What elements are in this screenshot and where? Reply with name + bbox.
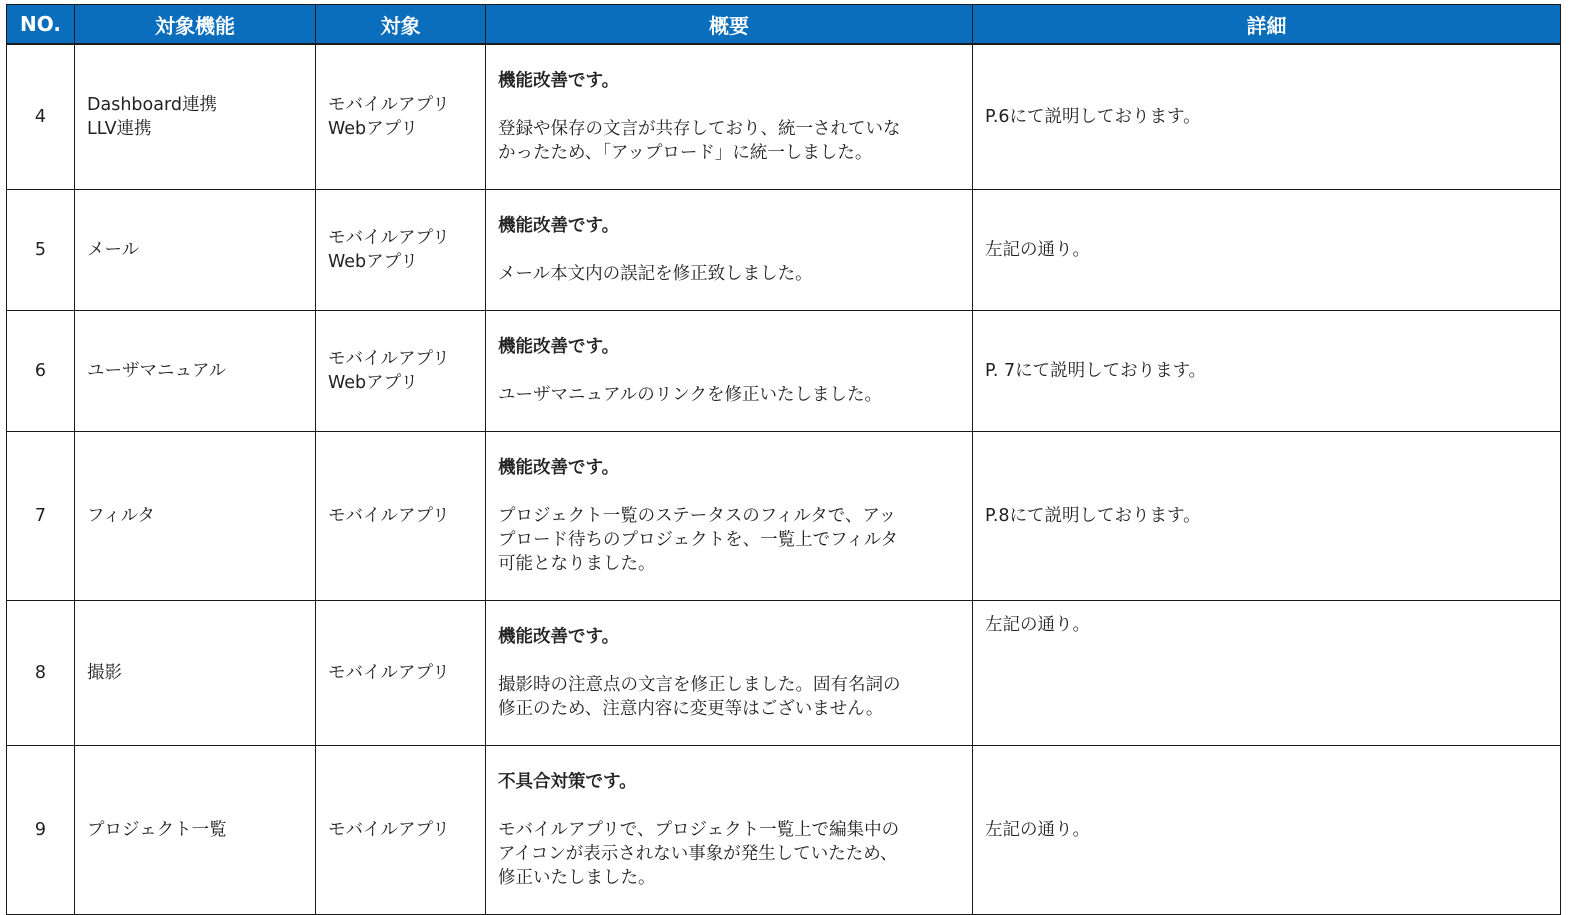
release-notes-table-wrapper [6,4,1561,915]
cell-feature: 撮影 [75,601,316,746]
release-notes-table [6,4,1561,915]
table-row [7,311,1561,432]
summary-text: ユーザマニュアルのリンクを修正いたしました。 [498,385,882,405]
cell-feature: ユーザマニュアル [75,311,316,432]
cell-detail: P.8にて説明しております。 [973,432,1561,601]
cell-detail: P. 7にて説明しております。 [973,311,1561,432]
table-header [7,5,1561,45]
header-target: 対象 [316,5,486,45]
cell-target: モバイルアプリ Webアプリ [316,311,486,432]
header-summary: 概要 [486,5,973,45]
cell-detail: 左記の通り。 [973,601,1561,746]
cell-feature: Dashboard連携 LLV連携 [75,44,316,190]
summary-text: モバイルアプリで、プロジェクト一覧上で編集中の アイコンが表示されない事象が発生していたため、 修正いたしました。 [498,820,900,888]
cell-no: 4 [7,44,75,190]
cell-summary [486,432,973,601]
summary-heading: 機能改善です。 [498,627,620,647]
table-row [7,601,1561,746]
cell-no: 8 [7,601,75,746]
cell-summary [486,190,973,311]
cell-feature: メール [75,190,316,311]
summary-text: 撮影時の注意点の文言を修正しました。固有名詞の 修正のため、注意内容に変更等はございません。 [498,675,901,719]
header-detail: 詳細 [973,5,1561,45]
table-row [7,746,1561,915]
cell-detail: 左記の通り。 [973,190,1561,311]
cell-target: モバイルアプリ [316,746,486,915]
cell-detail: 左記の通り。 [973,746,1561,915]
cell-feature: フィルタ [75,432,316,601]
cell-target: モバイルアプリ Webアプリ [316,44,486,190]
cell-detail: P.6にて説明しております。 [973,44,1561,190]
summary-heading: 機能改善です。 [498,458,620,478]
table-row [7,190,1561,311]
cell-no: 7 [7,432,75,601]
summary-heading: 不具合対策です。 [498,772,637,792]
summary-heading: 機能改善です。 [498,216,620,236]
cell-summary [486,746,973,915]
summary-text: プロジェクト一覧のステータスのフィルタで、アッ プロード待ちのプロジェクトを、一覧上でフィルタ 可能となりました。 [498,506,899,574]
cell-summary [486,44,973,190]
cell-feature: プロジェクト一覧 [75,746,316,915]
summary-text: 登録や保存の文言が共存しており、統一されていな かったため、「アップロード」に統一しました。 [498,119,901,163]
header-feature: 対象機能 [75,5,316,45]
cell-target: モバイルアプリ [316,601,486,746]
summary-heading: 機能改善です。 [498,337,620,357]
cell-no: 9 [7,746,75,915]
table-body [7,44,1561,915]
cell-no: 6 [7,311,75,432]
cell-target: モバイルアプリ [316,432,486,601]
table-row [7,44,1561,190]
cell-summary [486,601,973,746]
cell-no: 5 [7,190,75,311]
summary-text: メール本文内の誤記を修正致しました。 [498,264,813,284]
cell-target: モバイルアプリ Webアプリ [316,190,486,311]
header-row [7,5,1561,45]
summary-heading: 機能改善です。 [498,71,620,91]
header-no: NO. [7,5,75,45]
cell-summary [486,311,973,432]
table-row [7,432,1561,601]
